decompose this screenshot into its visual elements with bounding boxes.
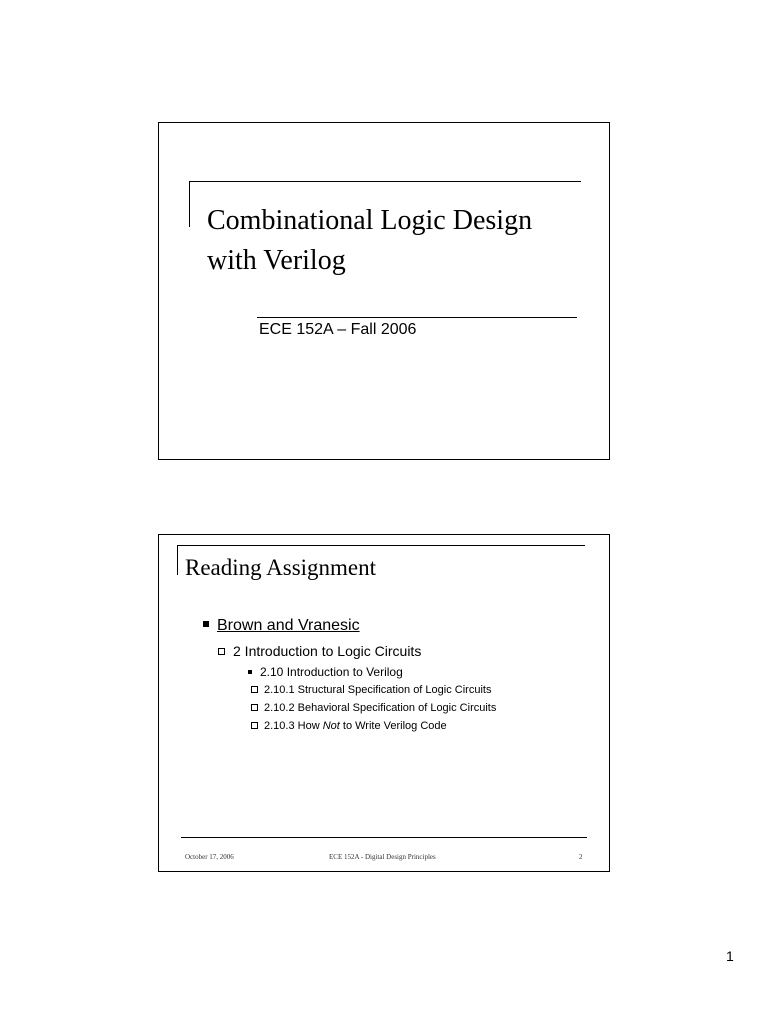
list-item-text: 2 Introduction to Logic Circuits	[233, 643, 422, 659]
title-left-rule	[177, 545, 178, 575]
subtitle-rule	[257, 317, 577, 318]
list-item	[251, 702, 496, 714]
title-top-rule	[177, 545, 585, 546]
list-item-emphasis: Not	[322, 720, 340, 732]
list-item-text: Brown and Vranesic	[217, 617, 360, 634]
list-item	[203, 617, 360, 635]
list-item-text: 2.10 Introduction to Verilog	[260, 665, 403, 679]
square-bullet-icon	[203, 621, 209, 627]
hollow-square-bullet-icon	[218, 648, 225, 655]
list-item-text-after: to Write Verilog Code	[339, 720, 447, 732]
square-bullet-icon	[248, 670, 252, 674]
footer-date: October 17, 2006	[185, 853, 234, 861]
footer-course: ECE 152A - Digital Design Principles	[329, 853, 436, 861]
title-slide	[158, 122, 610, 460]
reading-assignment-slide	[158, 534, 610, 872]
title-top-rule	[189, 181, 581, 182]
slide-title: Reading Assignment	[185, 555, 377, 580]
list-item-text: 2.10.1 Structural Specification of Logic Circuits	[264, 684, 492, 696]
slide-title: Combinational Logic Design with Verilog	[207, 205, 533, 276]
list-item-text-before: 2.10.3 How	[264, 720, 323, 732]
list-item	[248, 665, 403, 679]
hollow-square-bullet-icon	[251, 722, 258, 729]
list-item	[218, 643, 421, 659]
footer-slide-number: 2	[579, 853, 583, 861]
slide-subtitle: ECE 152A – Fall 2006	[259, 321, 417, 338]
hollow-square-bullet-icon	[251, 704, 258, 711]
list-item	[251, 720, 447, 732]
hollow-square-bullet-icon	[251, 686, 258, 693]
title-left-rule	[189, 181, 190, 227]
page-number: 1	[726, 948, 734, 964]
list-item	[251, 684, 491, 696]
list-item-text: 2.10.2 Behavioral Specification of Logic Circuits	[264, 702, 497, 714]
footer-rule	[181, 837, 587, 838]
